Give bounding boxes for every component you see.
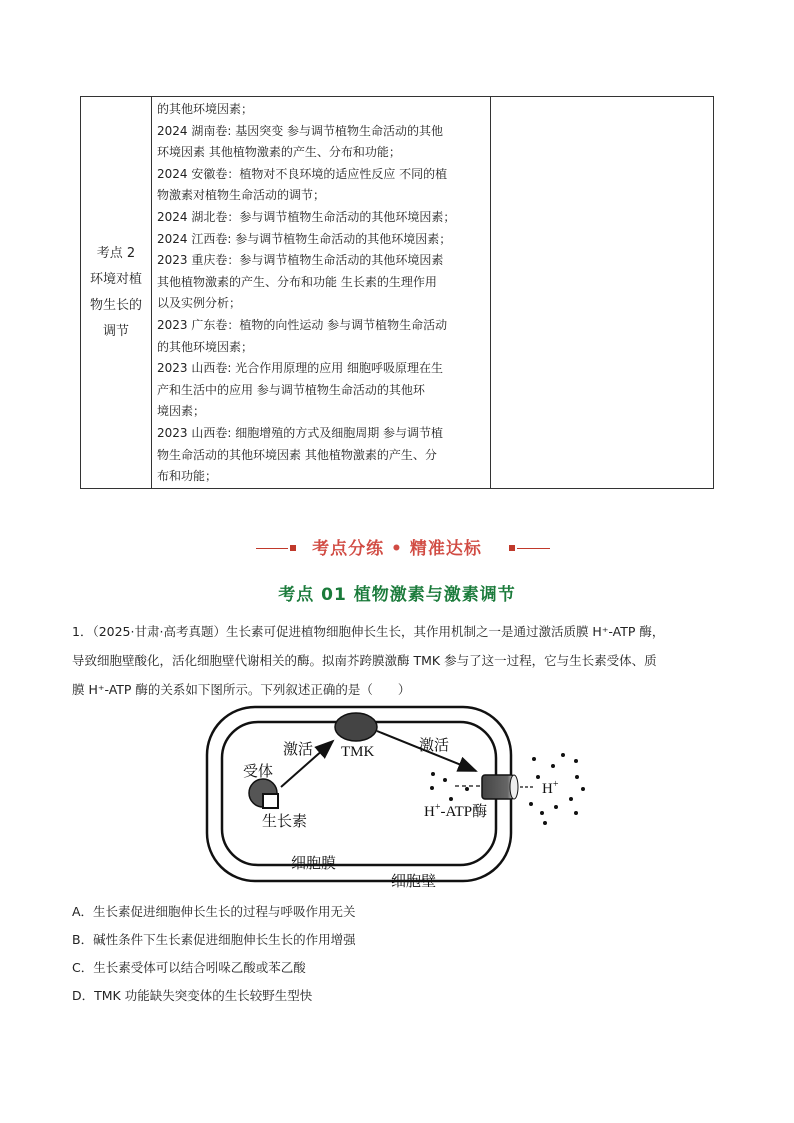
- exam-list-cell: [157, 99, 487, 488]
- atpase-channel-end: [510, 775, 518, 799]
- topic-text: [88, 241, 144, 345]
- option-c[interactable]: C．生长素受体可以结合吲哚乙酸或苯乙酸: [72, 960, 306, 975]
- proton-dot: [543, 821, 547, 825]
- table-divider-1: [151, 97, 152, 488]
- exam-item-line: 环境因素 其他植物激素的产生、分布和功能；: [157, 145, 401, 160]
- exam-item-line: 2023 广东卷：植物的向性运动 参与调节植物生命活动: [157, 317, 448, 332]
- option-d[interactable]: D．TMK 功能缺失突变体的生长较野生型快: [72, 988, 313, 1003]
- proton-dot: [536, 775, 540, 779]
- atpase-label: [424, 802, 487, 820]
- proton-dot: [574, 759, 578, 763]
- exam-item-line: 2024 湖北卷：参与调节植物生命活动的其他环境因素；: [157, 209, 456, 224]
- activate-left-label: 激活: [283, 742, 314, 758]
- atpase-label-prefix: H: [424, 804, 435, 820]
- proton-dot: [540, 811, 544, 815]
- proton-dot: [529, 802, 533, 806]
- proton-dot: [574, 811, 578, 815]
- exam-item-line: 物生命活动的其他环境因素 其他植物激素的产生、分: [157, 447, 437, 462]
- proton-label: [542, 779, 559, 797]
- topic-line: 考点 2: [96, 245, 136, 261]
- option-b[interactable]: B．碱性条件下生长素促进细胞伸长生长的作用增强: [72, 932, 356, 947]
- table-divider-2: [490, 97, 491, 488]
- topic-cell: [81, 97, 151, 488]
- topic-line: 调节: [102, 323, 129, 339]
- exam-item-line: 2023 山西卷: 细胞增殖的方式及细胞周期 参与调节植: [157, 425, 444, 440]
- exam-item-line: 其他植物激素的产生、分布和功能 生长素的生理作用: [157, 274, 437, 289]
- atpase-label-suffix: -ATP酶: [440, 804, 488, 820]
- proton-dot: [431, 772, 435, 776]
- topic-line: 物生长的: [89, 297, 142, 313]
- proton-dot: [443, 778, 447, 782]
- question-line: 导致细胞壁酸化，活化细胞壁代谢相关的酶。拟南芥跨膜激酶 TMK 参与了这一过程，它与生长素受体、质: [72, 653, 657, 668]
- exam-table: [80, 96, 714, 489]
- activate-right-label: 激活: [419, 738, 450, 754]
- proton-dot: [551, 764, 555, 768]
- wall-label: 细胞壁: [391, 874, 437, 888]
- tmk-protein: [335, 713, 377, 741]
- question-line: 膜 H⁺-ATP 酶的关系如下图所示。下列叙述正确的是（ ）: [72, 682, 411, 697]
- proton-dot: [449, 797, 453, 801]
- exam-item-line: 2024 江西卷: 参与调节植物生命活动的其他环境因素；: [157, 231, 452, 246]
- banner-right-square: [509, 545, 515, 551]
- section-title: 考点 01 植物激素与激素调节: [278, 585, 516, 605]
- question-line: 1．（2025·甘肃·高考真题）生长素可促进植物细胞伸长生长，其作用机制之一是通过激活质膜 H⁺-ATP 酶，: [72, 624, 665, 639]
- option-a[interactable]: A．生长素促进细胞伸长生长的过程与呼吸作用无关: [72, 904, 356, 919]
- proton-dot: [465, 787, 469, 791]
- exam-item-line: 2023 重庆卷：参与调节植物生命活动的其他环境因素: [157, 253, 444, 268]
- exam-item-line: 2024 湖南卷: 基因突变 参与调节植物生命活动的其他: [157, 123, 444, 138]
- proton-dot: [581, 787, 585, 791]
- auxin-square: [263, 794, 278, 808]
- exam-item-line: 2024 安徽卷：植物对不良环境的适应性反应 不同的植: [157, 166, 448, 181]
- auxin-label: 生长素: [262, 814, 308, 830]
- exam-item-line: 产和生活中的应用 参与调节植物生命活动的其他环: [157, 382, 425, 397]
- proton-label-sup: +: [552, 779, 559, 790]
- proton-dot: [554, 805, 558, 809]
- receptor-label: 受体: [243, 764, 274, 780]
- exam-item-line: 的其他环境因素；: [157, 339, 254, 354]
- membrane-label: 细胞膜: [291, 856, 337, 872]
- section-banner: [0, 534, 794, 562]
- exam-item-line: 境因素；: [157, 404, 206, 419]
- exam-item-line: 2023 山西卷: 光合作用原理的应用 细胞呼吸原理在生: [157, 361, 444, 376]
- atpase-label-sup: +: [434, 802, 441, 813]
- exam-item-line: 物激素对植物生命活动的调节；: [157, 188, 326, 203]
- cell-diagram: [205, 703, 590, 888]
- exam-item-line: 布和功能；: [157, 469, 218, 484]
- topic-line: 环境对植: [89, 271, 142, 287]
- tmk-label: TMK: [341, 744, 375, 760]
- exam-item-line: 的其他环境因素；: [157, 102, 254, 116]
- proton-label-main: H: [542, 781, 553, 797]
- banner-right-line: [517, 548, 550, 549]
- proton-dot: [532, 757, 536, 761]
- proton-dot: [561, 753, 565, 757]
- proton-dot: [575, 775, 579, 779]
- proton-dot: [569, 797, 573, 801]
- banner-text: 考点分练 • 精准达标: [312, 539, 482, 559]
- proton-dot: [430, 786, 434, 790]
- exam-item-line: 以及实例分析；: [157, 296, 242, 311]
- atpase-channel: [482, 775, 514, 799]
